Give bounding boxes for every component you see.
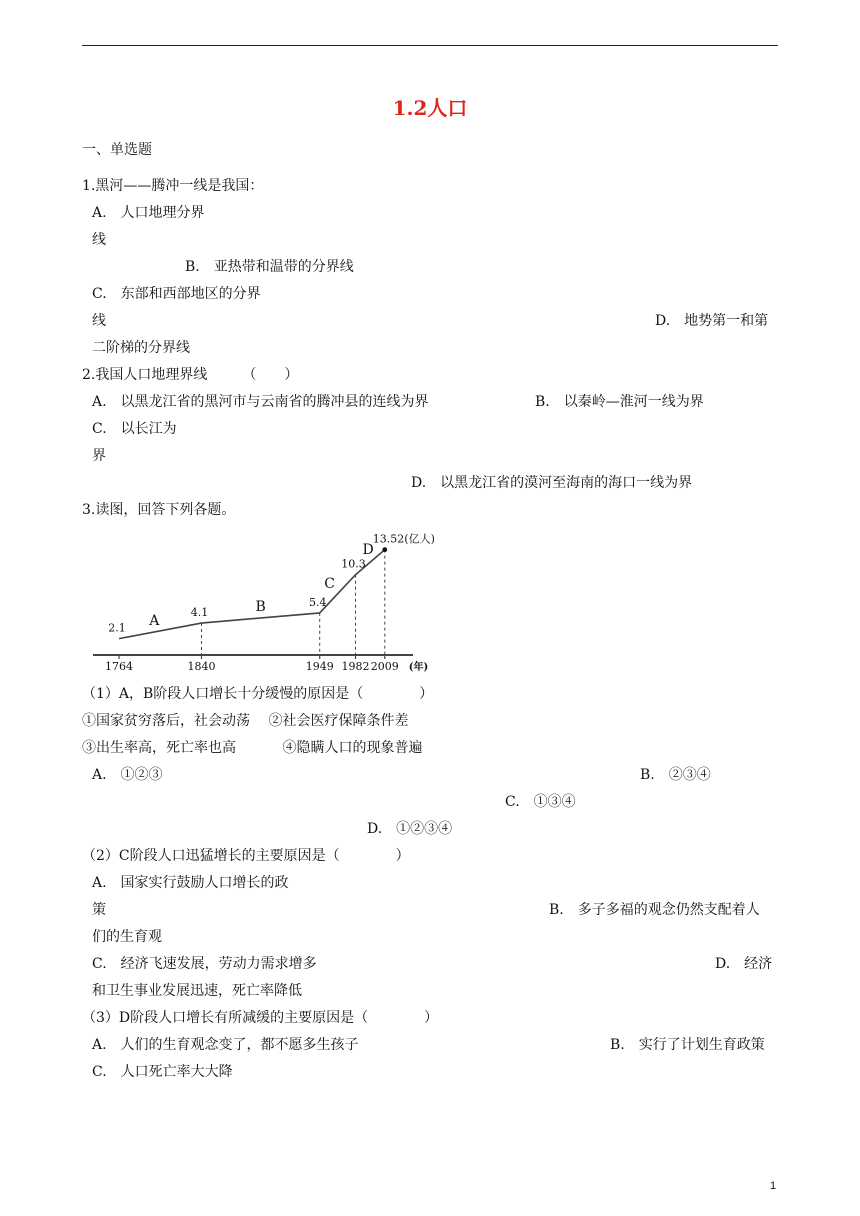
q3-1-option-d: D. ①②③④: [367, 821, 453, 837]
q2-stem: 2.我国人口地理界线 （ ）: [82, 367, 299, 383]
q1-option-d-cont: 二阶梯的分界线: [92, 340, 190, 356]
q1-option-d: D. 地势第一和第: [655, 313, 769, 329]
q3-3-option-b: B. 实行了计划生育政策: [610, 1037, 765, 1053]
point-label-2009: 13.52(亿人): [372, 532, 435, 546]
q2-option-c-cont: 界: [92, 448, 106, 464]
q3-1-option-c: C. ①③④: [505, 794, 576, 810]
header-rule: [82, 45, 778, 46]
q3-1-statements-12: ①国家贫穷落后，社会动荡 ②社会医疗保障条件差: [82, 713, 409, 729]
q3-2-option-b-cont: 们的生育观: [92, 929, 162, 945]
data-point-2009: [382, 547, 387, 552]
x-tick-label-1982: 1982: [341, 660, 370, 673]
q3-2-option-d-cont: 和卫生事业发展迅速，死亡率降低: [92, 983, 302, 999]
q2-option-a: A. 以黑龙江省的黑河市与云南省的腾冲县的连线为界: [92, 394, 429, 410]
point-label-1949: 5.4: [308, 595, 327, 609]
q1-option-c: C. 东部和西部地区的分界: [92, 286, 261, 302]
q3-3-option-a: A. 人们的生育观念变了，都不愿多生孩子: [92, 1037, 359, 1053]
q3-3-stem: （3）D阶段人口增长有所减缓的主要原因是（ ）: [82, 1010, 439, 1026]
q3-2-option-a-cont: 策: [92, 902, 106, 918]
q3-2-option-c: C. 经济飞速发展，劳动力需求增多: [92, 956, 317, 972]
q3-2-stem: （2）C阶段人口迅猛增长的主要原因是（ ）: [82, 848, 410, 864]
q1-option-a-cont: 线: [92, 232, 106, 248]
q2-option-d: D. 以黑龙江省的漠河至海南的海口一线为界: [411, 475, 693, 491]
x-tick-label-2009: 2009: [370, 660, 399, 673]
segment-label-D: D: [362, 542, 374, 559]
q2-option-b: B. 以秦岭—淮河一线为界: [535, 394, 704, 410]
segment-label-A: A: [149, 612, 160, 629]
x-tick-label-1949: 1949: [305, 660, 334, 673]
point-label-1840: 4.1: [190, 606, 209, 620]
q3-stem: 3.读图，回答下列各题。: [82, 502, 236, 518]
q2-option-c: C. 以长江为: [92, 421, 177, 437]
page-number: 1: [770, 1180, 777, 1192]
x-tick-label-1840: 1840: [187, 660, 216, 673]
q3-1-statements-34: ③出生率高，死亡率也高 ④隐瞒人口的现象普遍: [82, 740, 423, 756]
q1-stem: 1.黑河——腾冲一线是我国：: [82, 178, 264, 194]
segment-label-C: C: [324, 575, 335, 592]
q3-2-option-a: A. 国家实行鼓励人口增长的政: [92, 875, 289, 891]
q3-1-option-a: A. ①②③: [92, 767, 163, 783]
q3-3-option-c: C. 人口死亡率大大降: [92, 1064, 233, 1080]
q1-option-b: B. 亚热带和温带的分界线: [185, 259, 354, 275]
point-label-1764: 2.1: [108, 621, 126, 635]
q1-option-a: A. 人口地理分界: [92, 205, 205, 221]
x-axis-label: (年): [408, 662, 429, 673]
q3-2-option-d: D. 经济: [715, 956, 773, 972]
population-chart: [88, 530, 435, 675]
q1-option-c-cont: 线: [92, 313, 106, 329]
point-label-1982: 10.3: [341, 557, 366, 571]
x-tick-label-1764: 1764: [105, 660, 134, 673]
page-title: 1.2人口: [392, 96, 468, 120]
segment-label-B: B: [255, 598, 266, 615]
q3-2-option-b: B. 多子多福的观念仍然支配着人: [549, 902, 760, 918]
q3-1-option-b: B. ②③④: [640, 767, 711, 783]
q3-1-stem: （1）A，B阶段人口增长十分缓慢的原因是（ ）: [82, 686, 434, 702]
section-heading: 一、单选题: [82, 142, 152, 158]
